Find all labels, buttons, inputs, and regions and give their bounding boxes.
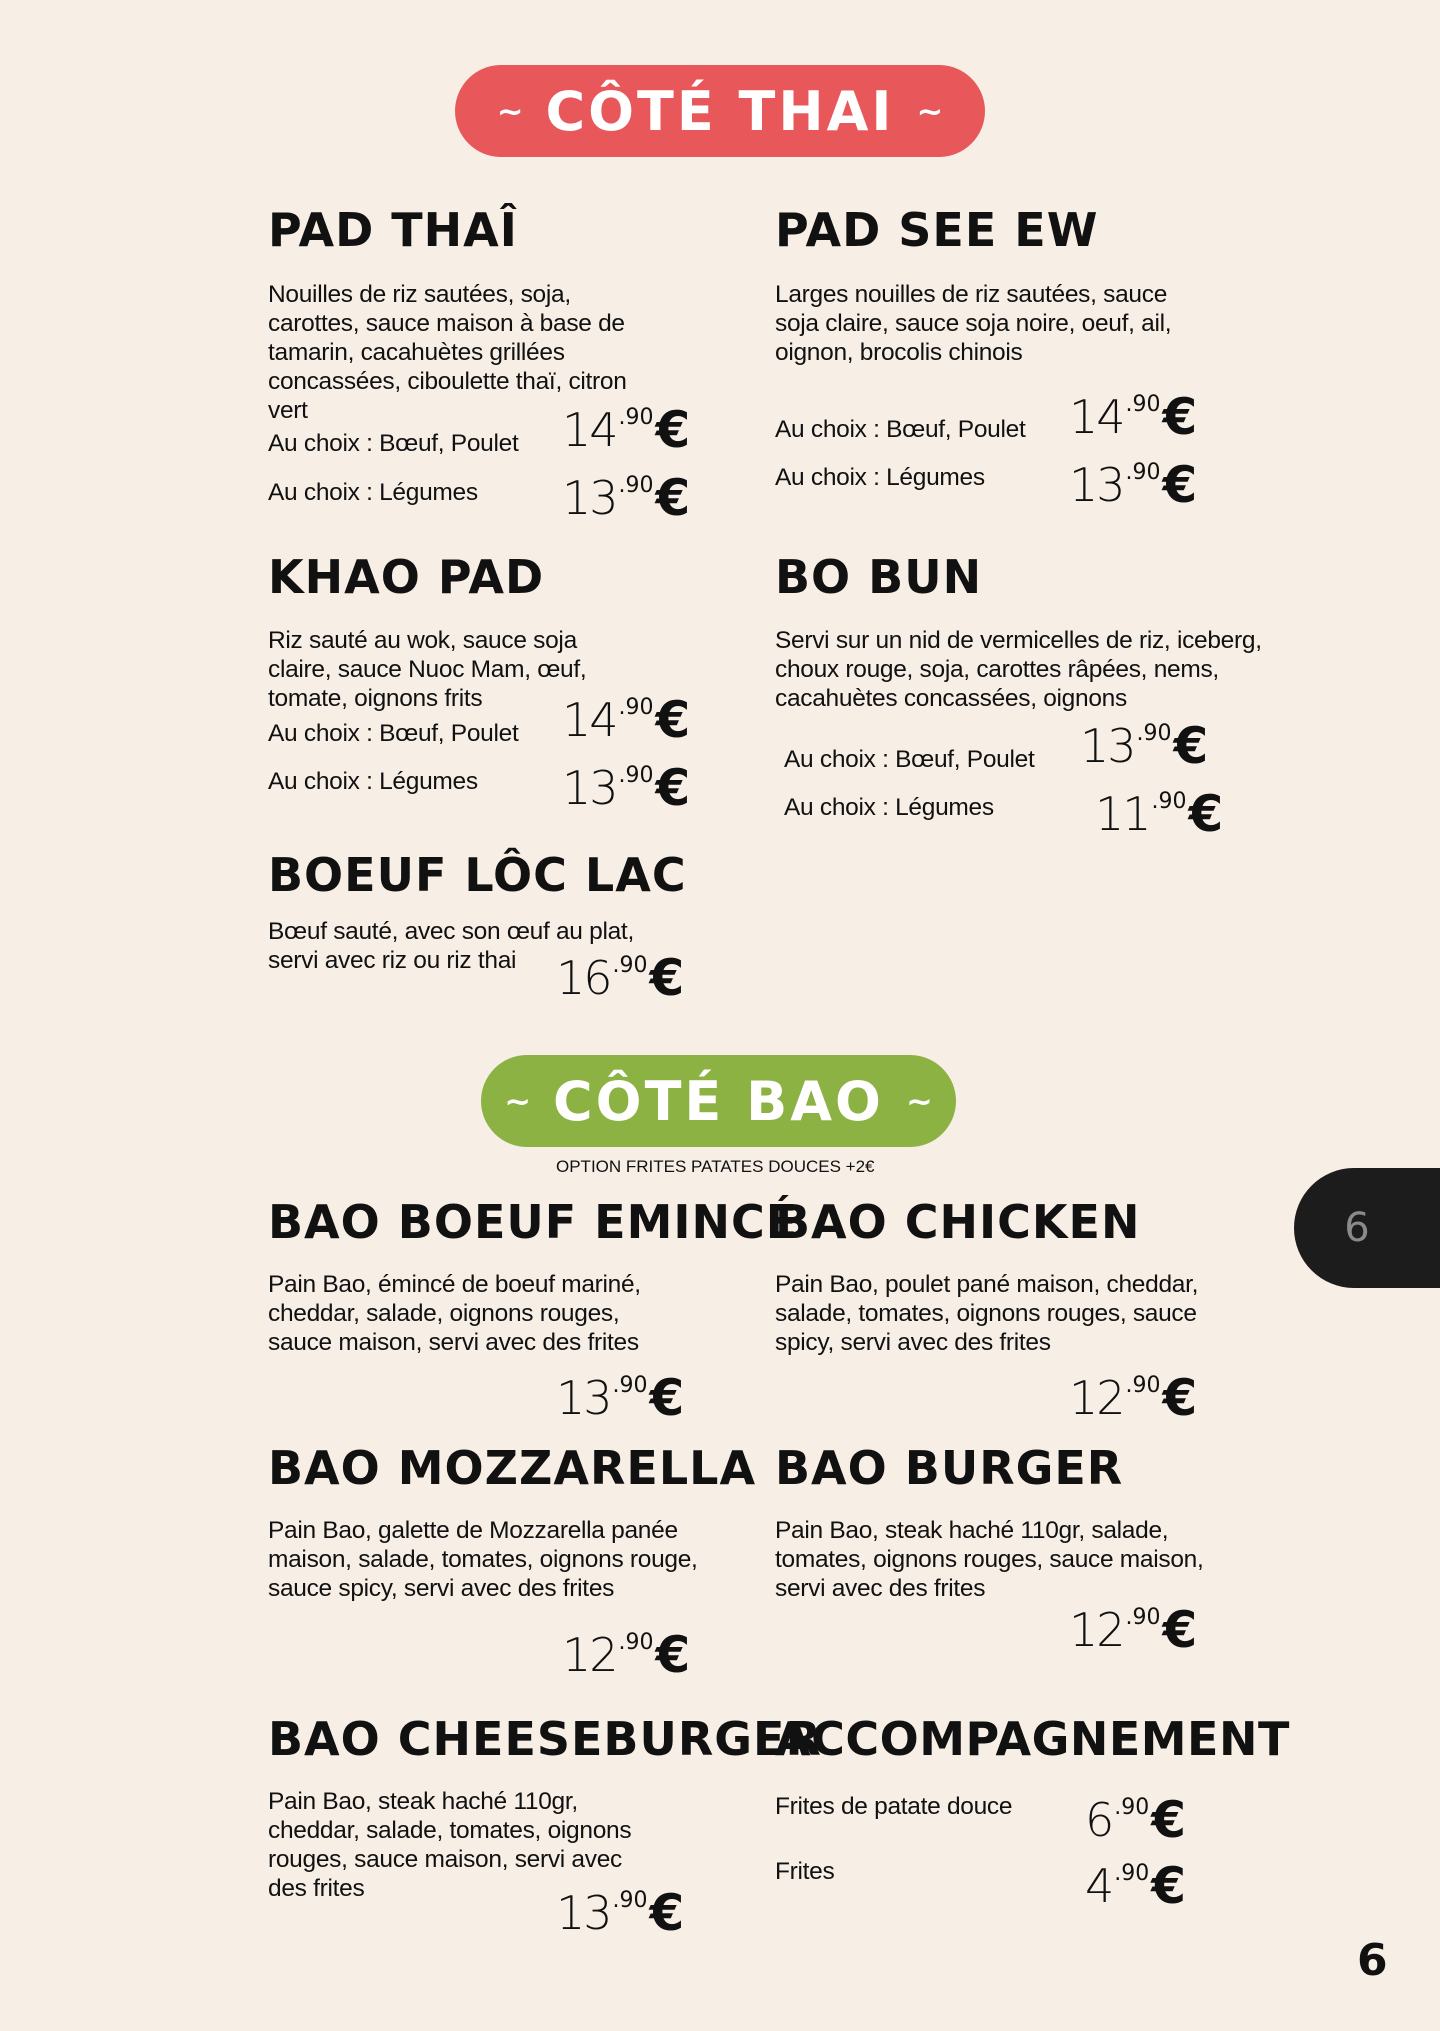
price-int: 14 xyxy=(562,403,617,457)
price-currency: € xyxy=(1173,717,1209,775)
section-header-bao xyxy=(481,1055,956,1147)
price-int: 12 xyxy=(562,1628,617,1682)
item-desc-bao-cheeseburger: Pain Bao, steak haché 110gr, cheddar, salade, tomates, oignons rouges, sauce maison, servi avec des frites xyxy=(268,1788,632,1902)
choice-label: Frites de patate douce xyxy=(775,1793,1013,1820)
section-title: CÔTÉ THAI xyxy=(545,79,895,143)
price-currency: € xyxy=(655,401,691,459)
choice-label: Au choix : Bœuf, Poulet xyxy=(784,746,1035,773)
choice-label: Au choix : Bœuf, Poulet xyxy=(268,430,519,457)
price-int: 14 xyxy=(1069,390,1124,444)
price-cents: .90 xyxy=(618,695,654,720)
price-currency: € xyxy=(1162,1601,1198,1659)
item-title-bao-chicken: BAO CHICKEN xyxy=(775,1195,1141,1249)
price-cents: .90 xyxy=(612,1888,648,1913)
item-title-khao-pad: KHAO PAD xyxy=(268,550,545,604)
choice-label: Au choix : Légumes xyxy=(268,479,478,506)
page-tab-number: 6 xyxy=(1344,1205,1370,1251)
price xyxy=(556,1369,685,1427)
choice-label: Au choix : Légumes xyxy=(784,794,994,821)
price-int: 13 xyxy=(556,1886,611,1940)
item-desc-bao-burger: Pain Bao, steak haché 110gr, salade, tomates, oignons rouges, sauce maison, servi avec des frites xyxy=(775,1517,1204,1602)
price-currency: € xyxy=(655,1626,691,1684)
price-currency: € xyxy=(1188,785,1224,843)
price-cents: .90 xyxy=(1114,1795,1150,1820)
price-int: 4 xyxy=(1085,1859,1113,1913)
choice-label: Au choix : Bœuf, Poulet xyxy=(775,416,1026,443)
price-int: 11 xyxy=(1095,787,1150,841)
price-cents: .90 xyxy=(618,1630,654,1655)
tilde-left: ~ xyxy=(504,1082,532,1120)
price-int: 12 xyxy=(1069,1603,1124,1657)
item-desc-pad-see-ew: Larges nouilles de riz sautées, sauce soja claire, sauce soja noire, oeuf, ail, oignon, brocolis chinois xyxy=(775,281,1172,366)
item-title-bao-mozzarella: BAO MOZZARELLA xyxy=(268,1441,757,1495)
price xyxy=(562,469,691,527)
price-cents: .90 xyxy=(618,473,654,498)
item-title-pad-thai: PAD THAÎ xyxy=(268,203,518,257)
item-desc-pad-thai: Nouilles de riz sautées, soja, carottes, sauce maison à base de tamarin, cacahuètes grillées concassées, ciboulette thaï, citron vert xyxy=(268,281,627,424)
price-int: 14 xyxy=(562,693,617,747)
price-currency: € xyxy=(1162,456,1198,514)
price-cents: .90 xyxy=(1125,392,1161,417)
price-int: 13 xyxy=(562,761,617,815)
price-int: 13 xyxy=(1080,719,1135,773)
option-note: OPTION FRITES PATATES DOUCES +2€ xyxy=(556,1157,875,1176)
item-desc-bao-boeuf: Pain Bao, émincé de boeuf mariné, cheddar, salade, oignons rouges, sauce maison, servi avec des frites xyxy=(268,1271,641,1356)
item-title-bao-boeuf: BAO BOEUF EMINCÉ xyxy=(268,1195,799,1249)
price-cents: .90 xyxy=(612,1373,648,1398)
price-currency: € xyxy=(655,759,691,817)
price-int: 13 xyxy=(562,471,617,525)
price-currency: € xyxy=(649,1884,685,1942)
price-currency: € xyxy=(1151,1791,1187,1849)
price-cents: .90 xyxy=(1125,1373,1161,1398)
item-title-bao-burger: BAO BURGER xyxy=(775,1441,1124,1495)
price xyxy=(562,1626,691,1684)
item-title-boeuf-loc-lac: BOEUF LÔC LAC xyxy=(268,848,687,902)
price xyxy=(1069,1601,1198,1659)
price-currency: € xyxy=(649,1369,685,1427)
choice-label: Au choix : Légumes xyxy=(775,464,985,491)
price-int: 13 xyxy=(556,1371,611,1425)
choice-label: Au choix : Bœuf, Poulet xyxy=(268,720,519,747)
item-desc-bo-bun: Servi sur un nid de vermicelles de riz, iceberg, choux rouge, soja, carottes râpées, nems, cacahuètes concassées, oignons xyxy=(775,627,1262,712)
price-int: 16 xyxy=(556,951,611,1005)
price xyxy=(562,691,691,749)
price-currency: € xyxy=(1162,1369,1198,1427)
tilde-right: ~ xyxy=(905,1082,933,1120)
price xyxy=(562,759,691,817)
price-int: 13 xyxy=(1069,458,1124,512)
price-cents: .90 xyxy=(1151,789,1187,814)
price-cents: .90 xyxy=(1136,721,1172,746)
price-cents: .90 xyxy=(612,953,648,978)
item-title-pad-see-ew: PAD SEE EW xyxy=(775,203,1099,257)
price-cents: .90 xyxy=(1125,1605,1161,1630)
item-desc-khao-pad: Riz sauté au wok, sauce soja claire, sauce Nuoc Mam, œuf, tomate, oignons frits xyxy=(268,627,587,712)
price xyxy=(1085,1791,1187,1849)
item-desc-bao-chicken: Pain Bao, poulet pané maison, cheddar, salade, tomates, oignons rouges, sauce spicy, servi avec des frites xyxy=(775,1271,1199,1356)
item-desc-boeuf-loc-lac: Bœuf sauté, avec son œuf au plat, servi avec riz ou riz thai xyxy=(268,918,634,974)
choice-label: Frites xyxy=(775,1858,835,1885)
price-int: 6 xyxy=(1085,1793,1113,1847)
item-desc-bao-mozzarella: Pain Bao, galette de Mozzarella panée maison, salade, tomates, oignons rouge, sauce spicy, servi avec des frites xyxy=(268,1517,698,1602)
price xyxy=(556,949,685,1007)
price-currency: € xyxy=(1151,1857,1187,1915)
price xyxy=(1080,717,1209,775)
price-int: 12 xyxy=(1069,1371,1124,1425)
price xyxy=(1069,456,1198,514)
choice-label: Au choix : Légumes xyxy=(268,768,478,795)
price xyxy=(556,1884,685,1942)
page-tab[interactable] xyxy=(1294,1168,1440,1288)
page-number: 6 xyxy=(1357,1935,1388,1986)
tilde-right: ~ xyxy=(916,92,944,130)
price-currency: € xyxy=(655,469,691,527)
item-title-accompagnement: ACCOMPAGNEMENT xyxy=(775,1712,1290,1766)
section-title: CÔTÉ BAO xyxy=(553,1069,884,1133)
price-currency: € xyxy=(1162,388,1198,446)
price xyxy=(1069,388,1198,446)
tilde-left: ~ xyxy=(496,92,524,130)
item-title-bo-bun: BO BUN xyxy=(775,550,983,604)
price-cents: .90 xyxy=(1125,460,1161,485)
price-cents: .90 xyxy=(618,763,654,788)
price xyxy=(1069,1369,1198,1427)
price xyxy=(562,401,691,459)
price xyxy=(1085,1857,1187,1915)
price-cents: .90 xyxy=(618,405,654,430)
price-currency: € xyxy=(655,691,691,749)
section-header-thai xyxy=(455,65,985,157)
price xyxy=(1095,785,1224,843)
price-cents: .90 xyxy=(1114,1861,1150,1886)
price-currency: € xyxy=(649,949,685,1007)
item-title-bao-cheeseburger: BAO CHEESEBURGER xyxy=(268,1712,822,1766)
